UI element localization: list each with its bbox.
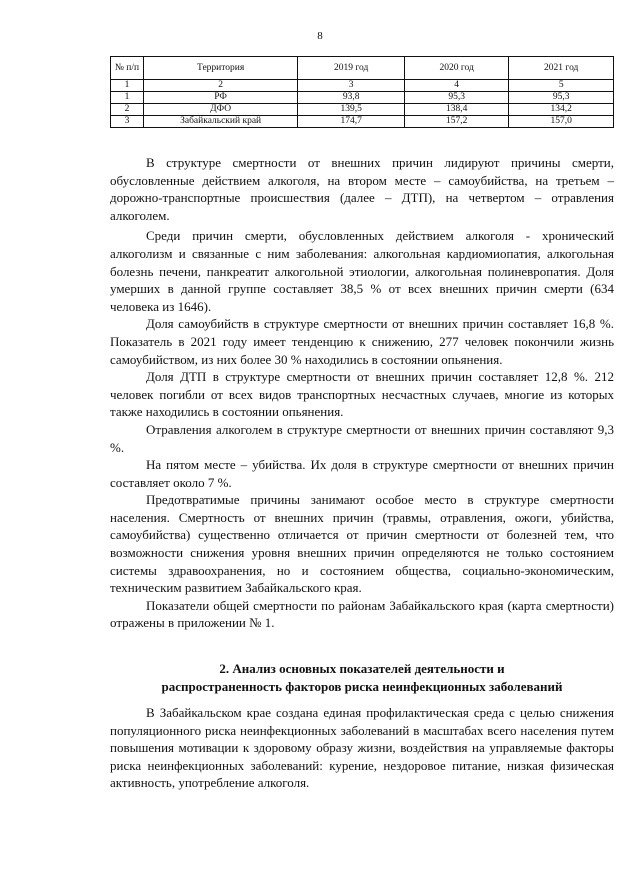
table-cell: 1 <box>111 92 144 104</box>
table-row <box>111 116 614 128</box>
table-cell: 4 <box>404 80 509 92</box>
table-cell: 2 <box>143 80 297 92</box>
header-2019: 2019 год <box>298 57 405 80</box>
table-cell: 139,5 <box>298 104 405 116</box>
paragraph: Среди причин смерти, обусловленных действием алкоголя - хронический алкоголизм и связанные с ним заболевания: алкогольная кардиомиопатия, алкогольная болезнь печени, панкреатит алкогольной этиологии, алкогольная полиневропатия. Доля умерших в данной группе составляет 38,5 % от всех внешних причин смерти (634 человека из 1646). <box>110 228 614 314</box>
table-cell: 134,2 <box>509 104 614 116</box>
table-cell: 1 <box>111 80 144 92</box>
header-territory: Территория <box>143 57 297 80</box>
paragraph: В Забайкальском крае создана единая профилактическая среда с целью снижения популяционного риска неинфекционных заболеваний в масштабах всего населения путем повышения мотивации к здоровому образу жизни, воздействия на управляемые факторы риска неинфекционных заболеваний: курение, нездоровое питание, низкая физическая активность, употребление алкоголя. <box>110 705 614 791</box>
table-cell: 95,3 <box>404 92 509 104</box>
table-cell: 2 <box>111 104 144 116</box>
paragraph: В структуре смертности от внешних причин лидируют причины смерти, обусловленные действием алкоголя, на втором месте – самоубийства, на третьем – дорожно-транспортные происшествия (далее – ДТП), на четвертом – отравления алкоголем. <box>110 155 614 223</box>
header-no: № п/п <box>111 57 144 80</box>
paragraph: Отравления алкоголем в структуре смертности от внешних причин составляют 9,3 %. <box>110 421 614 455</box>
paragraph: Предотвратимые причины занимают особое место в структуре смертности населения. Смертность от внешних причин (травмы, отравления, ожоги, убийства, самоубийства) существенно отличается от причин смертности от болезней тем, что возможности снижения уровня внешних причин определяются не только состоянием системы здравоохранения, но и состоянием общества, социально-экономическим, техническим развитием Забайкальского края. <box>110 492 614 596</box>
table-header-row <box>111 57 614 80</box>
table-cell: 138,4 <box>404 104 509 116</box>
table-index-row <box>111 80 614 92</box>
table-cell: ДФО <box>143 104 297 116</box>
paragraph: Показатели общей смертности по районам Забайкальского края (карта смертности) отражены в приложении № 1. <box>110 597 614 631</box>
section-body <box>110 704 614 792</box>
table-cell: 3 <box>111 116 144 128</box>
table-cell: 157,2 <box>404 116 509 128</box>
header-2020: 2020 год <box>404 57 509 80</box>
table-row <box>111 104 614 116</box>
table-cell: 5 <box>509 80 614 92</box>
section-heading-line: распространенность факторов риска неинфекционных заболеваний <box>161 678 563 694</box>
table-cell: 174,7 <box>298 116 405 128</box>
body-text <box>110 154 614 632</box>
table-cell: 95,3 <box>509 92 614 104</box>
table-cell: Забайкальский край <box>143 116 297 128</box>
page-number: 8 <box>317 30 323 42</box>
header-2021: 2021 год <box>509 57 614 80</box>
table-row <box>111 92 614 104</box>
paragraph: На пятом месте – убийства. Их доля в структуре смертности от внешних причин составляет около 7 %. <box>110 457 614 490</box>
section-heading-line: 2. Анализ основных показателей деятельности и <box>219 661 505 676</box>
table-cell: 93,8 <box>298 92 405 104</box>
table-cell: 3 <box>298 80 405 92</box>
mortality-table <box>110 56 614 128</box>
paragraph: Доля самоубийств в структуре смертности от внешних причин составляет 16,8 %. Показатель в 2021 году имеет тенденцию к снижению, 277 человек покончили жизнь самоубийством, из них более 30 % находились в состоянии опьянения. <box>110 316 614 367</box>
section-heading <box>110 660 614 695</box>
paragraph: Доля ДТП в структуре смертности от внешних причин составляет 12,8 %. 212 человек погибли от всех видов транспортных несчастных случаев, многие из которых также находились в состоянии опьянения. <box>110 369 614 420</box>
table-cell: РФ <box>143 92 297 104</box>
table-cell: 157,0 <box>509 116 614 128</box>
